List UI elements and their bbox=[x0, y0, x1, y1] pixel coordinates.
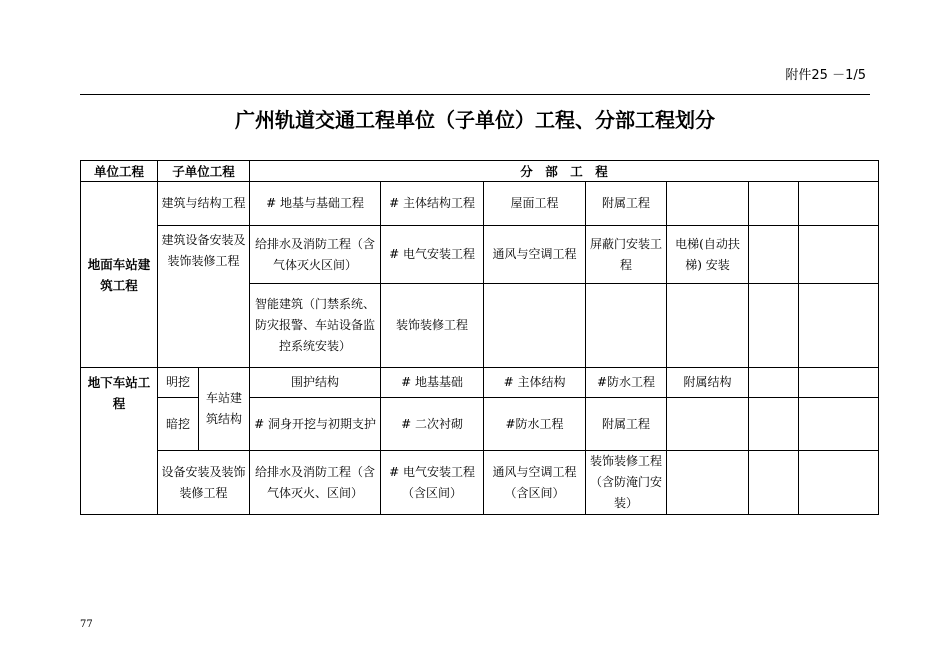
sub-unit-cell: 建筑与结构工程 bbox=[158, 182, 250, 226]
page-number: 77 bbox=[80, 619, 93, 630]
division-cell: # 电气安装工程 bbox=[381, 226, 484, 284]
empty-cell bbox=[667, 182, 749, 226]
sub-unit-cell: 建筑设备安装及装饰装修工程 bbox=[158, 226, 250, 368]
method-cell: 暗挖 bbox=[158, 398, 199, 451]
division-cell: 给排水及消防工程（含气体灭火区间） bbox=[250, 226, 381, 284]
empty-cell bbox=[749, 368, 799, 398]
unit-cell: 地面车站建筑工程 bbox=[81, 182, 158, 368]
division-cell: 智能建筑（门禁系统、防灾报警、车站设备监控系统安装） bbox=[250, 284, 381, 368]
empty-cell bbox=[667, 451, 749, 515]
division-cell: 通风与空调工程（含区间） bbox=[484, 451, 586, 515]
sub-unit-cell: 设备安装及装饰装修工程 bbox=[158, 451, 250, 515]
empty-cell bbox=[484, 284, 586, 368]
division-cell: 附属工程 bbox=[586, 182, 667, 226]
table-row bbox=[81, 182, 879, 226]
empty-cell bbox=[586, 284, 667, 368]
division-cell: # 地基与基础工程 bbox=[250, 182, 381, 226]
division-cell: # 地基基础 bbox=[381, 368, 484, 398]
empty-cell bbox=[799, 226, 879, 284]
division-table bbox=[80, 160, 879, 515]
method-cell: 明挖 bbox=[158, 368, 199, 398]
empty-cell bbox=[749, 182, 799, 226]
col-div-header: 分 部 工 程 bbox=[250, 161, 879, 182]
division-cell: 附属结构 bbox=[667, 368, 749, 398]
col-unit-header: 单位工程 bbox=[81, 161, 158, 182]
empty-cell bbox=[749, 226, 799, 284]
empty-cell bbox=[799, 451, 879, 515]
attachment-label: 附件25 －1/5 bbox=[785, 68, 866, 83]
header-row bbox=[81, 161, 879, 182]
table-row bbox=[81, 368, 879, 398]
division-cell: 屋面工程 bbox=[484, 182, 586, 226]
col-sub-header: 子单位工程 bbox=[158, 161, 250, 182]
table-row bbox=[81, 226, 879, 284]
division-cell: # 洞身开挖与初期支护 bbox=[250, 398, 381, 451]
division-cell: 装饰装修工程 bbox=[381, 284, 484, 368]
division-cell: #防水工程 bbox=[484, 398, 586, 451]
division-cell: 电梯(自动扶梯) 安装 bbox=[667, 226, 749, 284]
division-cell: # 二次衬砌 bbox=[381, 398, 484, 451]
empty-cell bbox=[749, 451, 799, 515]
header-rule bbox=[80, 94, 870, 95]
division-cell: 通风与空调工程 bbox=[484, 226, 586, 284]
division-cell: 给排水及消防工程（含气体灭火、区间） bbox=[250, 451, 381, 515]
unit-cell: 地下车站工程 bbox=[81, 368, 158, 515]
empty-cell bbox=[749, 284, 799, 368]
empty-cell bbox=[799, 284, 879, 368]
empty-cell bbox=[749, 398, 799, 451]
table-row bbox=[81, 451, 879, 515]
empty-cell bbox=[667, 284, 749, 368]
division-cell: 装饰装修工程（含防淹门安装） bbox=[586, 451, 667, 515]
division-cell: 围护结构 bbox=[250, 368, 381, 398]
division-cell: 屏蔽门安装工程 bbox=[586, 226, 667, 284]
empty-cell bbox=[799, 398, 879, 451]
division-cell: # 主体结构工程 bbox=[381, 182, 484, 226]
division-cell: # 主体结构 bbox=[484, 368, 586, 398]
division-cell: 附属工程 bbox=[586, 398, 667, 451]
empty-cell bbox=[799, 182, 879, 226]
empty-cell bbox=[799, 368, 879, 398]
division-cell: #防水工程 bbox=[586, 368, 667, 398]
empty-cell bbox=[667, 398, 749, 451]
sub-unit-cell: 车站建筑结构 bbox=[199, 368, 250, 451]
division-cell: # 电气安装工程（含区间） bbox=[381, 451, 484, 515]
page-title: 广州轨道交通工程单位（子单位）工程、分部工程划分 bbox=[235, 108, 715, 132]
